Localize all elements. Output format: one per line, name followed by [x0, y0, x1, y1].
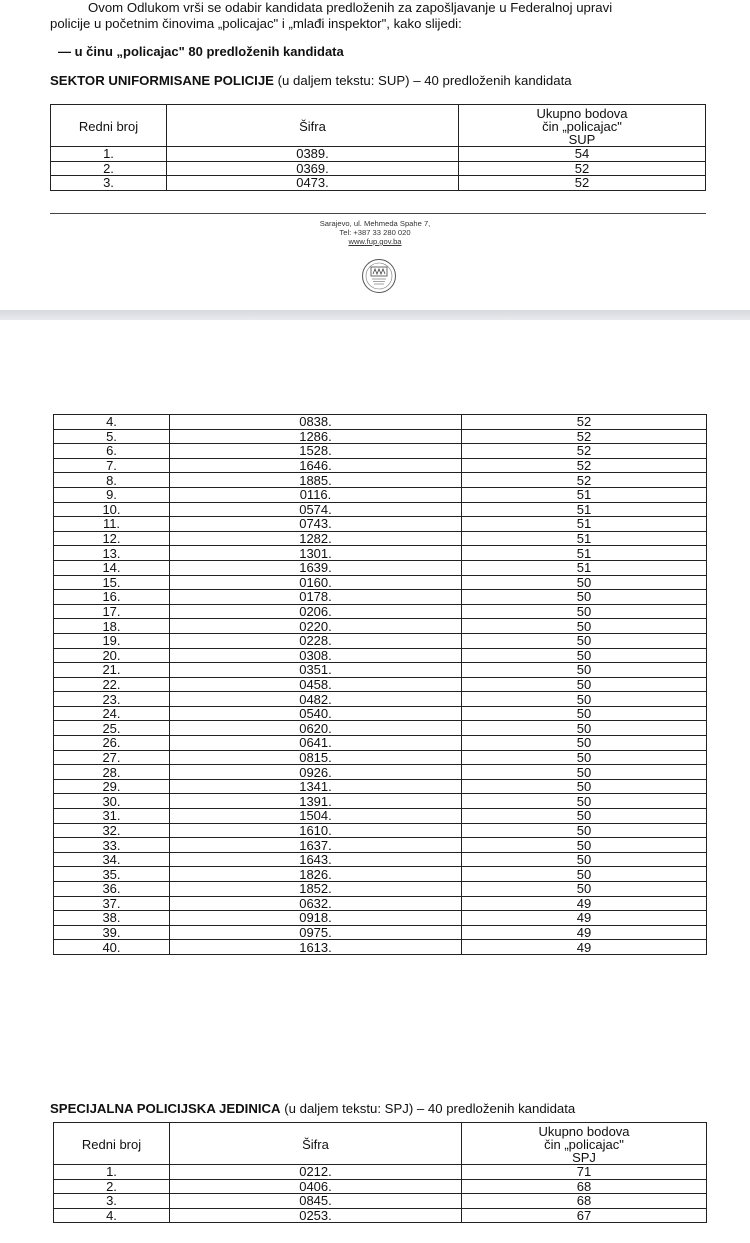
table-row [54, 736, 707, 751]
cell-redni-broj: 35. [54, 867, 170, 882]
footer-address: Sarajevo, ul. Mehmeda Spahe 7, [319, 219, 431, 228]
cell-redni-broj: 15. [54, 575, 170, 590]
cell-redni-broj: 16. [54, 590, 170, 605]
cell-sifra: 0228. [170, 633, 462, 648]
cell-redni-broj: 7. [54, 458, 170, 473]
table-row [54, 663, 707, 678]
cell-bodovi: 51 [462, 560, 707, 575]
cell-redni-broj: 8. [54, 473, 170, 488]
table-row [54, 750, 707, 765]
cell-redni-broj: 32. [54, 823, 170, 838]
cell-redni-broj: 28. [54, 765, 170, 780]
cell-redni-broj: 3. [54, 1194, 170, 1209]
cell-sifra: 0473. [167, 176, 459, 191]
cell-sifra: 0926. [170, 765, 462, 780]
cell-bodovi: 51 [462, 517, 707, 532]
cell-bodovi: 51 [462, 487, 707, 502]
cell-redni-broj: 19. [54, 633, 170, 648]
cell-redni-broj: 39. [54, 925, 170, 940]
cell-bodovi: 50 [462, 852, 707, 867]
table-row [54, 444, 707, 459]
cell-bodovi: 50 [462, 677, 707, 692]
cell-sifra: 1646. [170, 458, 462, 473]
cell-sifra: 0620. [170, 721, 462, 736]
cell-redni-broj: 21. [54, 663, 170, 678]
cell-redni-broj: 4. [54, 415, 170, 430]
footer-website-link[interactable]: www.fup.gov.ba [348, 237, 402, 246]
table-row [54, 590, 707, 605]
spj-table-body [54, 1165, 707, 1223]
cell-bodovi: 51 [462, 502, 707, 517]
page-footer [0, 219, 750, 246]
cell-redni-broj: 14. [54, 560, 170, 575]
table-row [54, 1208, 707, 1223]
table-row [54, 852, 707, 867]
cell-sifra: 1826. [170, 867, 462, 882]
table-row [54, 779, 707, 794]
header-ukupno-line: Ukupno bodova [538, 1124, 630, 1139]
cell-sifra: 1528. [170, 444, 462, 459]
table-row [54, 911, 707, 926]
table-row [54, 502, 707, 517]
table-row [54, 721, 707, 736]
table-row [54, 648, 707, 663]
cell-redni-broj: 20. [54, 648, 170, 663]
intro-line-2: policije u početnim činovima „policajac" i „mlađi inspektor", kako slijedi: [50, 16, 462, 31]
table-row [54, 896, 707, 911]
cell-redni-broj: 2. [51, 161, 167, 176]
cell-sifra: 1639. [170, 560, 462, 575]
table-row [51, 147, 706, 162]
cell-bodovi: 71 [462, 1165, 707, 1180]
header-unit-line: SUP [568, 132, 596, 147]
table-row [54, 706, 707, 721]
cell-redni-broj: 1. [51, 147, 167, 162]
cell-bodovi: 50 [462, 794, 707, 809]
cell-sifra: 0815. [170, 750, 462, 765]
table-row [54, 794, 707, 809]
table-row [54, 882, 707, 897]
table-header-row [54, 1123, 707, 1165]
cell-redni-broj: 27. [54, 750, 170, 765]
cell-sifra: 0206. [170, 604, 462, 619]
cell-bodovi: 52 [462, 458, 707, 473]
cell-bodovi: 50 [462, 838, 707, 853]
cell-sifra: 1391. [170, 794, 462, 809]
cell-sifra: 1286. [170, 429, 462, 444]
cell-sifra: 0632. [170, 896, 462, 911]
table-row [54, 619, 707, 634]
cell-sifra: 0838. [170, 415, 462, 430]
table-row [54, 473, 707, 488]
cell-redni-broj: 6. [54, 444, 170, 459]
cell-bodovi: 50 [462, 663, 707, 678]
header-ukupno-bodova [462, 1123, 707, 1165]
cell-bodovi: 50 [462, 823, 707, 838]
cell-bodovi: 51 [462, 531, 707, 546]
cell-sifra: 1637. [170, 838, 462, 853]
cell-sifra: 1504. [170, 809, 462, 824]
cell-sifra: 0369. [167, 161, 459, 176]
cell-sifra: 0641. [170, 736, 462, 751]
cell-bodovi: 50 [462, 706, 707, 721]
cell-redni-broj: 22. [54, 677, 170, 692]
cell-bodovi: 67 [462, 1208, 707, 1223]
cell-bodovi: 50 [462, 867, 707, 882]
cell-redni-broj: 25. [54, 721, 170, 736]
table-row [54, 1194, 707, 1209]
section-title-spj-rest: (u daljem tekstu: SPJ) – 40 predloženih kandidata [280, 1101, 576, 1116]
cell-sifra: 0308. [170, 648, 462, 663]
header-sifra: Šifra [167, 105, 459, 147]
cell-redni-broj: 40. [54, 940, 170, 955]
footer-rule [50, 213, 706, 214]
section-title-sup [50, 73, 572, 88]
document-page-2 [0, 320, 750, 1243]
cell-redni-broj: 10. [54, 502, 170, 517]
header-sifra: Šifra [170, 1123, 462, 1165]
table-row [51, 161, 706, 176]
table-row [54, 925, 707, 940]
table-header-row [51, 105, 706, 147]
cell-bodovi: 50 [462, 619, 707, 634]
cell-bodovi: 50 [462, 779, 707, 794]
table-row [54, 677, 707, 692]
cell-bodovi: 52 [459, 176, 706, 191]
header-ukupno-line: Ukupno bodova [536, 106, 628, 121]
table-row [54, 560, 707, 575]
table-row [54, 692, 707, 707]
cell-sifra: 1643. [170, 852, 462, 867]
cell-redni-broj: 12. [54, 531, 170, 546]
header-ukupno-bodova [459, 105, 706, 147]
cell-redni-broj: 29. [54, 779, 170, 794]
cell-sifra: 0574. [170, 502, 462, 517]
table-row [54, 809, 707, 824]
cell-redni-broj: 13. [54, 546, 170, 561]
cell-redni-broj: 36. [54, 882, 170, 897]
cell-sifra: 0406. [170, 1179, 462, 1194]
cell-bodovi: 50 [462, 750, 707, 765]
header-cin-line: čin „policajac" [542, 119, 622, 134]
cell-sifra: 0351. [170, 663, 462, 678]
cell-redni-broj: 18. [54, 619, 170, 634]
cell-bodovi: 54 [459, 147, 706, 162]
cell-redni-broj: 33. [54, 838, 170, 853]
cell-sifra: 0160. [170, 575, 462, 590]
cell-bodovi: 49 [462, 911, 707, 926]
table-row [54, 940, 707, 955]
cell-bodovi: 50 [462, 633, 707, 648]
cell-bodovi: 50 [462, 736, 707, 751]
spj-table [53, 1122, 707, 1223]
cell-bodovi: 50 [462, 692, 707, 707]
sup-table-body-1 [51, 147, 706, 191]
table-row [54, 575, 707, 590]
cell-redni-broj: 9. [54, 487, 170, 502]
cell-bodovi: 50 [462, 648, 707, 663]
header-redni-broj: Redni broj [51, 105, 167, 147]
cell-sifra: 0918. [170, 911, 462, 926]
cell-sifra: 1610. [170, 823, 462, 838]
cell-sifra: 0212. [170, 1165, 462, 1180]
table-row [54, 458, 707, 473]
table-row [54, 867, 707, 882]
cell-redni-broj: 37. [54, 896, 170, 911]
cell-sifra: 1885. [170, 473, 462, 488]
cell-redni-broj: 17. [54, 604, 170, 619]
cell-bodovi: 50 [462, 765, 707, 780]
cell-bodovi: 49 [462, 925, 707, 940]
cell-bodovi: 50 [462, 604, 707, 619]
sup-table-body-2 [54, 415, 707, 955]
table-row [54, 429, 707, 444]
header-unit-line: SPJ [572, 1150, 596, 1165]
cell-sifra: 0845. [170, 1194, 462, 1209]
cell-bodovi: 52 [459, 161, 706, 176]
cell-sifra: 1613. [170, 940, 462, 955]
table-row [54, 546, 707, 561]
cell-bodovi: 52 [462, 473, 707, 488]
cell-redni-broj: 31. [54, 809, 170, 824]
intro-paragraph [50, 0, 710, 32]
cell-sifra: 0116. [170, 487, 462, 502]
cell-sifra: 0743. [170, 517, 462, 532]
cell-bodovi: 50 [462, 590, 707, 605]
cell-redni-broj: 3. [51, 176, 167, 191]
cell-redni-broj: 26. [54, 736, 170, 751]
cell-bodovi: 52 [462, 429, 707, 444]
cell-bodovi: 52 [462, 415, 707, 430]
cell-bodovi: 50 [462, 575, 707, 590]
certification-seal-icon [361, 258, 397, 294]
table-row [54, 531, 707, 546]
cell-redni-broj: 4. [54, 1208, 170, 1223]
cell-redni-broj: 30. [54, 794, 170, 809]
table-row [54, 487, 707, 502]
cell-bodovi: 50 [462, 721, 707, 736]
table-row [54, 823, 707, 838]
cell-bodovi: 49 [462, 940, 707, 955]
cell-redni-broj: 1. [54, 1165, 170, 1180]
cell-sifra: 1301. [170, 546, 462, 561]
document-page-1 [0, 0, 750, 310]
cell-sifra: 1282. [170, 531, 462, 546]
table-row [54, 415, 707, 430]
table-row [54, 633, 707, 648]
cell-bodovi: 68 [462, 1194, 707, 1209]
header-cin-line: čin „policajac" [544, 1137, 624, 1152]
cell-bodovi: 52 [462, 444, 707, 459]
table-row [54, 838, 707, 853]
cell-sifra: 1341. [170, 779, 462, 794]
cell-sifra: 0540. [170, 706, 462, 721]
table-row [54, 517, 707, 532]
sup-table-part-1 [50, 104, 706, 191]
cell-redni-broj: 24. [54, 706, 170, 721]
cell-redni-broj: 11. [54, 517, 170, 532]
cell-sifra: 0178. [170, 590, 462, 605]
sup-table-part-2 [53, 414, 707, 955]
section-title-sup-bold: SEKTOR UNIFORMISANE POLICIJE [50, 73, 274, 88]
cell-sifra: 0220. [170, 619, 462, 634]
cell-bodovi: 50 [462, 882, 707, 897]
header-redni-broj: Redni broj [54, 1123, 170, 1165]
cell-bodovi: 51 [462, 546, 707, 561]
table-row [51, 176, 706, 191]
table-row [54, 604, 707, 619]
section-title-spj [50, 1101, 575, 1116]
cell-bodovi: 49 [462, 896, 707, 911]
footer-phone: Tel: +387 33 280 020 [339, 228, 411, 237]
table-row [54, 1165, 707, 1180]
cell-sifra: 0458. [170, 677, 462, 692]
cell-sifra: 1852. [170, 882, 462, 897]
section-title-sup-rest: (u daljem tekstu: SUP) – 40 predloženih kandidata [273, 73, 572, 88]
intro-line-1: Ovom Odlukom vrši se odabir kandidata predloženih za zapošljavanje u Federalnoj upravi [88, 0, 613, 15]
cell-redni-broj: 38. [54, 911, 170, 926]
cell-redni-broj: 5. [54, 429, 170, 444]
table-row [54, 1179, 707, 1194]
cell-bodovi: 68 [462, 1179, 707, 1194]
cell-sifra: 0389. [167, 147, 459, 162]
cell-redni-broj: 2. [54, 1179, 170, 1194]
cell-sifra: 0482. [170, 692, 462, 707]
section-title-spj-bold: SPECIJALNA POLICIJSKA JEDINICA [50, 1101, 281, 1116]
cell-redni-broj: 23. [54, 692, 170, 707]
rank-bullet: — u činu „policajac" 80 predloženih kandidata [58, 44, 344, 59]
cell-bodovi: 50 [462, 809, 707, 824]
cell-redni-broj: 34. [54, 852, 170, 867]
cell-sifra: 0975. [170, 925, 462, 940]
cell-sifra: 0253. [170, 1208, 462, 1223]
table-row [54, 765, 707, 780]
page-separator [0, 310, 750, 320]
